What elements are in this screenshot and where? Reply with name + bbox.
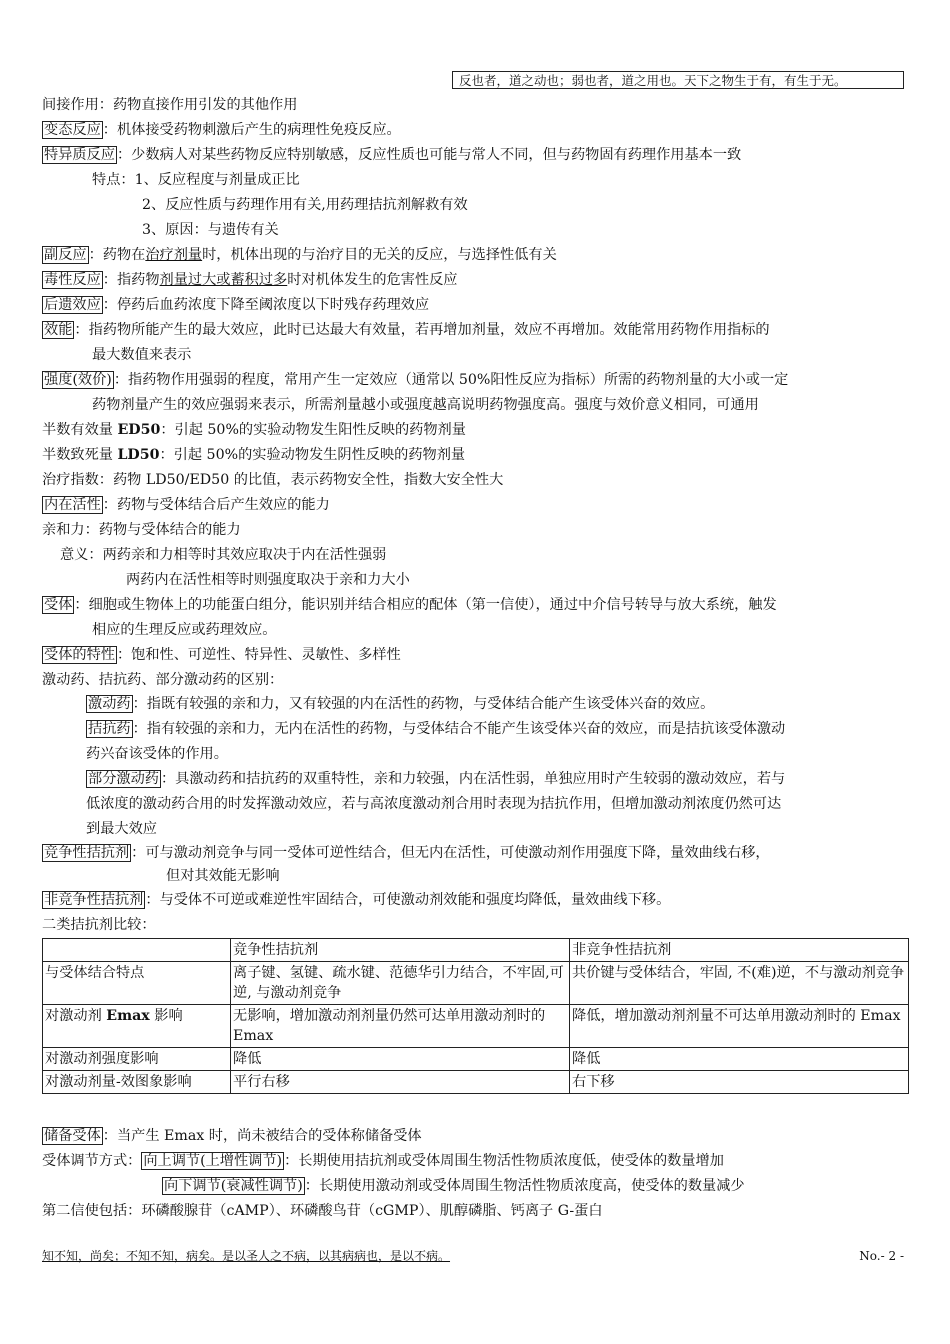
antagonist-comparison-table xyxy=(42,938,909,1094)
intrinsic-activity-def: ：药物与受体结合后产生效应的能力 xyxy=(102,497,330,513)
side-effect-def-b: 时，机体出现的与治疗目的无关的反应，与选择性低有关 xyxy=(202,247,557,263)
ed50-label: 半数有效量 xyxy=(42,422,118,438)
antagonist-def-1: ：指有较强的亲和力，无内在活性的药物，与受体结合不能产生该受体兴奋的效应，而是拮抗该受体激动 xyxy=(132,721,786,737)
spare-receptor-line xyxy=(42,1126,422,1146)
table-cell xyxy=(43,1005,231,1048)
table-cell: 与受体结合特点 xyxy=(43,962,231,1005)
table-title: 二类拮抗剂比较： xyxy=(42,917,156,933)
receptor-regulation-label: 受体调节方式： xyxy=(42,1153,142,1169)
idiosyncrasy-feature-3: 3、原因：与遗传有关 xyxy=(142,222,279,238)
ld50-label: 半数致死量 xyxy=(42,447,118,463)
noncompetitive-antagonist-term: 非竞争性拮抗剂 xyxy=(44,892,144,908)
intrinsic-activity-term: 内在活性 xyxy=(44,497,101,513)
ld50-def: ：引起 50%的实验动物发生阴性反映的药物剂量 xyxy=(159,447,466,463)
idiosyncrasy-term: 特异质反应 xyxy=(44,147,115,163)
table-header-cell: 竞争性拮抗剂 xyxy=(231,939,570,962)
agonist-line xyxy=(86,694,714,714)
receptor-line xyxy=(42,595,777,615)
table-header-cell xyxy=(43,939,231,962)
meaning-line-1: 意义：两药亲和力相等时其效应取决于内在活性强弱 xyxy=(60,547,387,563)
table-row xyxy=(43,962,909,1005)
side-effect-def-underlined: 治疗剂量 xyxy=(145,247,203,263)
table-row xyxy=(43,1005,909,1048)
spare-receptor-def: ：当产生 Emax 时，尚未被结合的受体称储备受体 xyxy=(102,1128,422,1144)
partial-agonist-term: 部分激动药 xyxy=(88,771,159,787)
antagonist-line xyxy=(86,719,785,739)
residual-effect-def: ：停药后血药浓度下降至阈浓度以下时残存药理效应 xyxy=(102,297,430,313)
footer-quote: 知不知，尚矣；不知不知，病矣。是以圣人之不病，以其病病也，是以不病。 xyxy=(42,1249,451,1263)
ld50-abbr: LD50 xyxy=(117,447,160,463)
agonist-term: 激动药 xyxy=(88,696,131,712)
table-cell: 降低，增加激动剂剂量不可达单用激动剂时的 Emax xyxy=(570,1005,909,1048)
intrinsic-activity-line xyxy=(42,495,330,515)
allergy-term: 变态反应 xyxy=(44,122,101,138)
toxic-def-b: 时对机体发生的危害性反应 xyxy=(287,272,458,288)
ed50-def: ：引起 50%的实验动物发生阳性反映的药物剂量 xyxy=(160,422,466,438)
table-row xyxy=(43,1071,909,1094)
toxic-reaction-term: 毒性反应 xyxy=(44,272,101,288)
table-header-cell: 非竞争性拮抗剂 xyxy=(570,939,909,962)
up-regulation-def: ：长期使用拮抗剂或受体周围生物活性物质浓度低，使受体的数量增加 xyxy=(284,1153,724,1169)
down-regulation-term: 向下调节(衰减性调节) xyxy=(164,1178,303,1194)
table-cell: 离子键、氢键、疏水键、范德华引力结合，不牢固,可逆, 与激动剂竞争 xyxy=(231,962,570,1005)
potency-def-1: ：指药物作用强弱的程度，常用产生一定效应（通常以 50%阳性反应为指标）所需的药物剂量的大小或一定 xyxy=(113,372,789,388)
header-quote: 反也者，道之动也；弱也者，道之用也。天下之物生于有，有生于无。 xyxy=(452,71,904,89)
receptor-regulation-line-down xyxy=(162,1176,745,1196)
residual-effect-line xyxy=(42,295,429,315)
antagonist-term: 拮抗药 xyxy=(88,721,131,737)
competitive-antagonist-term: 竞争性拮抗剂 xyxy=(44,845,130,861)
efficacy-term: 效能 xyxy=(44,322,73,338)
table-header-row xyxy=(43,939,909,962)
agonist-def: ：指既有较强的亲和力，又有较强的内在活性的药物，与受体结合能产生该受体兴奋的效应。 xyxy=(132,696,715,712)
toxic-def-a: ：指药物 xyxy=(102,272,160,288)
receptor-regulation-line-up xyxy=(42,1151,724,1171)
efficacy-def-2: 最大数值来表示 xyxy=(92,347,192,363)
table-row xyxy=(43,1048,909,1071)
table-cell: 降低 xyxy=(570,1048,909,1071)
table-cell: 平行右移 xyxy=(231,1071,570,1094)
second-messenger-line: 第二信使包括：环磷酸腺苷（cAMP）、环磷酸鸟苷（cGMP）、肌醇磷脂、钙离子 G-蛋白 xyxy=(42,1203,603,1219)
toxic-reaction-line xyxy=(42,270,458,290)
noncompetitive-antagonist-def: ：与受体不可逆或难逆性牢固结合，可使激动剂效能和强度均降低，量效曲线下移。 xyxy=(145,892,671,908)
potency-def-2: 药物剂量产生的效应强弱来表示，所需剂量越小或强度越高说明药物强度高。强度与效价意义相同，可通用 xyxy=(92,397,759,413)
allergy-line xyxy=(42,120,401,140)
potency-term: 强度(效价) xyxy=(44,372,112,388)
spare-receptor-term: 储备受体 xyxy=(44,1128,101,1144)
competitive-antagonist-line xyxy=(42,843,770,863)
antagonist-def-2: 药兴奋该受体的作用。 xyxy=(86,746,228,762)
up-regulation-term: 向上调节(上增性调节) xyxy=(143,1153,283,1169)
receptor-properties-def: ：饱和性、可逆性、特异性、灵敏性、多样性 xyxy=(116,647,401,663)
idiosyncrasy-feature-1: 特点：1、反应程度与剂量成正比 xyxy=(92,172,300,188)
partial-agonist-def-2: 低浓度的激动药合用的时发挥激动效应，若与高浓度激动剂合用时表现为拮抗作用，但增加激动剂浓度仍然可达 xyxy=(86,796,782,812)
receptor-properties-line xyxy=(42,645,401,665)
allergy-def: ：机体接受药物刺激后产生的病理性免疫反应。 xyxy=(102,122,401,138)
table-cell: 对激动剂量-效图象影响 xyxy=(43,1071,231,1094)
idiosyncrasy-line xyxy=(42,145,741,165)
partial-agonist-def-3: 到最大效应 xyxy=(86,821,157,837)
indirect-action-line: 间接作用：药物直接作用引发的其他作用 xyxy=(42,97,298,113)
affinity-line: 亲和力：药物与受体结合的能力 xyxy=(42,522,241,538)
table-cell-text: 对激动剂 Emax 影响 xyxy=(45,1008,183,1024)
efficacy-def-1: ：指药物所能产生的最大效应，此时已达最大有效量，若再增加剂量，效应不再增加。效能常用药物作用指标的 xyxy=(74,322,770,338)
receptor-def-2: 相应的生理反应或药理效应。 xyxy=(92,622,277,638)
table-cell: 右下移 xyxy=(570,1071,909,1094)
ed50-line xyxy=(42,420,466,440)
table-cell: 对激动剂强度影响 xyxy=(43,1048,231,1071)
ed50-abbr: ED50 xyxy=(117,422,161,438)
receptor-term: 受体 xyxy=(44,597,73,613)
residual-effect-term: 后遗效应 xyxy=(44,297,101,313)
table-cell: 共价键与受体结合，牢固, 不(难)逆，不与激动剂竞争 xyxy=(570,962,909,1005)
side-effect-line xyxy=(42,245,557,265)
therapeutic-index-line: 治疗指数：药物 LD50/ED50 的比值，表示药物安全性，指数大安全性大 xyxy=(42,472,504,488)
meaning-line-2: 两药内在活性相等时则强度取决于亲和力大小 xyxy=(126,572,410,588)
competitive-antagonist-def-1: ：可与激动剂竞争与同一受体可逆性结合，但无内在活性，可使激动剂作用强度下降，量效曲线右移， xyxy=(131,845,770,861)
noncompetitive-antagonist-line xyxy=(42,890,670,910)
receptor-def-1: ：细胞或生物体上的功能蛋白组分，能识别并结合相应的配体（第一信使），通过中介信号转导与放大系统，触发 xyxy=(74,597,777,613)
idiosyncrasy-feature-2: 2、反应性质与药理作用有关,用药理拮抗剂解救有效 xyxy=(142,197,468,213)
table-cell: 降低 xyxy=(231,1048,570,1071)
partial-agonist-def-1: ：具激动药和拮抗药的双重特性，亲和力较强，内在活性弱，单独应用时产生较弱的激动效应，若与 xyxy=(160,771,786,787)
idiosyncrasy-def: ：少数病人对某些药物反应特别敏感，反应性质也可能与常人不同，但与药物固有药理作用基本一致 xyxy=(116,147,742,163)
receptor-properties-term: 受体的特性 xyxy=(44,647,115,663)
side-effect-term: 副反应 xyxy=(44,247,87,263)
side-effect-def-a: ：药物在 xyxy=(88,247,146,263)
ld50-line xyxy=(42,445,465,465)
down-regulation-def: ：长期使用激动剂或受体周围生物活性物质浓度高，使受体的数量减少 xyxy=(304,1178,745,1194)
table-cell: 无影响，增加激动剂剂量仍然可达单用激动剂时的 Emax xyxy=(231,1005,570,1048)
toxic-def-underlined: 剂量过大或蓄积过多 xyxy=(159,272,288,288)
drug-difference-heading: 激动药、拮抗药、部分激动药的区别： xyxy=(42,672,284,688)
competitive-antagonist-def-2: 但对其效能无影响 xyxy=(166,868,280,884)
efficacy-line xyxy=(42,320,770,340)
page-number: No.- 2 - xyxy=(859,1249,904,1263)
potency-line xyxy=(42,370,788,390)
partial-agonist-line xyxy=(86,769,785,789)
